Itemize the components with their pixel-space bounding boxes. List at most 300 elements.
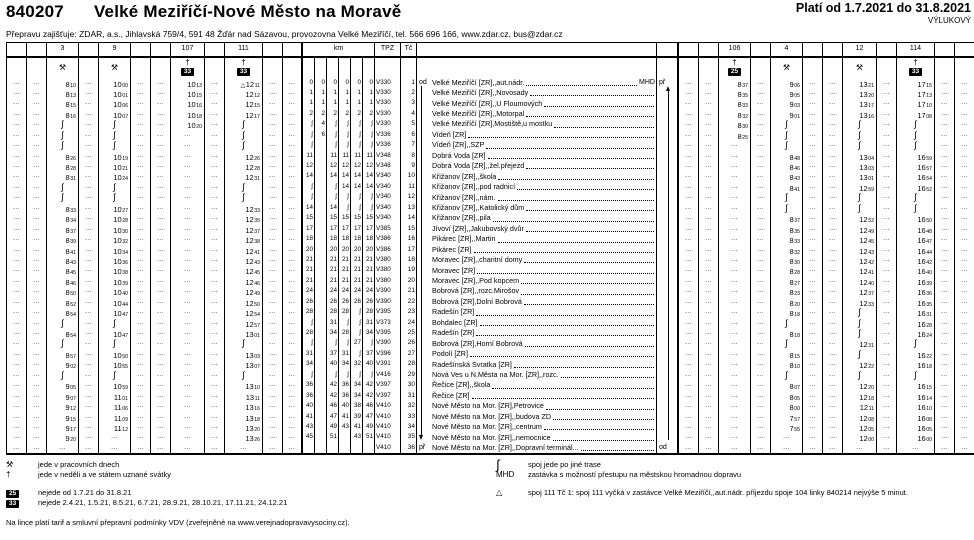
time-cell: 912 bbox=[47, 401, 79, 411]
time-cell: ... bbox=[935, 88, 955, 98]
km-cell: ∫ bbox=[351, 307, 363, 317]
time-cell: ... bbox=[263, 98, 283, 108]
time-cell: ∫ bbox=[225, 370, 263, 380]
time-cell: 1310 bbox=[225, 380, 263, 390]
time-cell: ... bbox=[263, 318, 283, 328]
col-header bbox=[283, 43, 303, 56]
time-cell: ... bbox=[151, 359, 171, 369]
time-cell: ... bbox=[263, 213, 283, 223]
station-cell bbox=[417, 307, 657, 317]
time-cell: 902 bbox=[47, 359, 79, 369]
time-cell: ... bbox=[27, 245, 47, 255]
dotted-leader bbox=[544, 106, 654, 107]
time-cell: ... bbox=[803, 224, 823, 234]
time-cell: 1318 bbox=[225, 412, 263, 422]
time-cell: ... bbox=[751, 422, 771, 432]
col-header bbox=[679, 43, 699, 56]
time-cell: 1231 bbox=[843, 338, 877, 348]
time-cell: ... bbox=[263, 151, 283, 161]
time-cell: ... bbox=[751, 234, 771, 244]
station-cell bbox=[417, 130, 657, 140]
time-cell: ... bbox=[27, 432, 47, 442]
time-cell: ∫ bbox=[47, 140, 79, 150]
time-cell: ... bbox=[679, 412, 699, 422]
time-cell: ... bbox=[79, 255, 99, 265]
col-symbols bbox=[935, 58, 955, 78]
time-cell: ∫ bbox=[771, 140, 803, 150]
km-cell: 21 bbox=[303, 255, 315, 265]
time-cell: ... bbox=[131, 380, 151, 390]
station-cell bbox=[417, 359, 657, 369]
time-cell: ... bbox=[171, 359, 205, 369]
time-cell: ... bbox=[171, 140, 205, 150]
station-name: Vídeň [ZR] bbox=[432, 129, 467, 139]
time-cell: ... bbox=[205, 443, 225, 453]
time-cell: ... bbox=[27, 328, 47, 338]
time-cell: 828 bbox=[771, 265, 803, 275]
time-cell: ... bbox=[679, 192, 699, 202]
time-cell: ∫ bbox=[225, 192, 263, 202]
km-cell: 42 bbox=[363, 380, 375, 390]
time-cell: ... bbox=[205, 286, 225, 296]
time-cell: ... bbox=[263, 234, 283, 244]
time-cell: 1257 bbox=[225, 318, 263, 328]
holidays-icon: † bbox=[913, 57, 918, 67]
km-cell: 34 bbox=[327, 328, 339, 338]
col-symbols bbox=[7, 58, 27, 78]
km-cell: ∫ bbox=[351, 328, 363, 338]
km-cell: ∫ bbox=[363, 130, 375, 140]
time-cell: ... bbox=[79, 328, 99, 338]
station-cell bbox=[417, 119, 657, 129]
km-cell: 11 bbox=[303, 151, 315, 161]
tc-cell: 9 bbox=[401, 161, 417, 171]
time-cell: ... bbox=[699, 140, 719, 150]
tc-cell: 1 bbox=[401, 78, 417, 88]
time-cell: ... bbox=[955, 380, 974, 390]
time-cell: ... bbox=[935, 109, 955, 119]
km-cell: ∫ bbox=[363, 140, 375, 150]
time-cell: ∫ bbox=[47, 370, 79, 380]
dotted-leader bbox=[526, 231, 654, 232]
tpz-symbols bbox=[375, 58, 401, 78]
time-cell: ... bbox=[751, 359, 771, 369]
time-cell: 833 bbox=[719, 98, 751, 108]
dotted-leader bbox=[514, 367, 654, 368]
km-cell: ∫ bbox=[351, 370, 363, 380]
time-cell: 1038 bbox=[99, 265, 131, 275]
time-cell: 1021 bbox=[99, 161, 131, 171]
km-cell bbox=[315, 297, 327, 307]
time-cell: 826 bbox=[47, 151, 79, 161]
time-cell: ... bbox=[263, 255, 283, 265]
time-cell: 835 bbox=[719, 88, 751, 98]
time-cell: ... bbox=[679, 171, 699, 181]
time-cell: ... bbox=[79, 432, 99, 442]
km-cell: 1 bbox=[327, 98, 339, 108]
time-cell: 1301 bbox=[843, 171, 877, 181]
km-cell: 21 bbox=[339, 255, 351, 265]
time-cell: ... bbox=[151, 318, 171, 328]
km-cell: 24 bbox=[303, 286, 315, 296]
time-cell: ... bbox=[205, 161, 225, 171]
badge-25: 25 bbox=[6, 490, 19, 498]
workdays-icon: ⚒ bbox=[6, 460, 14, 470]
time-cell: ... bbox=[79, 265, 99, 275]
time-cell: ... bbox=[877, 401, 897, 411]
km-cell: 21 bbox=[363, 276, 375, 286]
mhd-label: MHD bbox=[496, 470, 515, 480]
km-cell: ∫ bbox=[363, 338, 375, 348]
km-cell: 26 bbox=[339, 297, 351, 307]
workdays-icon: ⚒ bbox=[110, 62, 119, 72]
time-cell: ... bbox=[679, 380, 699, 390]
time-cell: ... bbox=[751, 130, 771, 140]
time-cell: ... bbox=[699, 192, 719, 202]
table-row bbox=[7, 391, 974, 401]
time-cell: 1039 bbox=[99, 276, 131, 286]
time-cell: ... bbox=[877, 245, 897, 255]
station-cell bbox=[417, 203, 657, 213]
time-cell: ... bbox=[27, 255, 47, 265]
time-cell: ... bbox=[751, 265, 771, 275]
time-cell: ∫ bbox=[897, 140, 935, 150]
time-cell: ... bbox=[823, 182, 843, 192]
tc-cell: 21 bbox=[401, 286, 417, 296]
station-cell bbox=[417, 98, 657, 108]
time-cell: ... bbox=[935, 130, 955, 140]
time-cell: 810 bbox=[771, 359, 803, 369]
arrow-symbols bbox=[657, 58, 679, 78]
time-cell: 1639 bbox=[897, 276, 935, 286]
time-cell: ... bbox=[823, 140, 843, 150]
km-cell: 14 bbox=[339, 171, 351, 181]
time-cell: ... bbox=[955, 182, 974, 192]
km-cell: 1 bbox=[315, 98, 327, 108]
km-cell: ∫ bbox=[339, 130, 351, 140]
time-cell: 815 bbox=[47, 98, 79, 108]
time-cell: ... bbox=[263, 422, 283, 432]
title-bar bbox=[6, 2, 971, 26]
time-cell: ... bbox=[131, 338, 151, 348]
time-cell: 1631 bbox=[897, 307, 935, 317]
station-cell bbox=[417, 245, 657, 255]
time-cell: ... bbox=[205, 98, 225, 108]
time-cell: ... bbox=[263, 338, 283, 348]
time-cell: ... bbox=[679, 130, 699, 140]
time-cell: ... bbox=[699, 234, 719, 244]
dotted-leader bbox=[553, 419, 654, 420]
km-cell: 11 bbox=[339, 151, 351, 161]
km-cell: 24 bbox=[327, 286, 339, 296]
time-cell: 920 bbox=[47, 432, 79, 442]
time-cell: ∫ bbox=[843, 130, 877, 140]
table-row bbox=[7, 192, 974, 202]
km-cell bbox=[315, 255, 327, 265]
time-cell: 1217 bbox=[225, 109, 263, 119]
time-cell: 813 bbox=[47, 88, 79, 98]
km-cell bbox=[315, 338, 327, 348]
time-cell: ... bbox=[823, 265, 843, 275]
station-cell bbox=[417, 328, 657, 338]
tpz-cell: V390 bbox=[375, 297, 401, 307]
time-cell: ... bbox=[171, 328, 205, 338]
time-cell: 1109 bbox=[99, 412, 131, 422]
tc-cell: 16 bbox=[401, 234, 417, 244]
time-cell: ... bbox=[823, 161, 843, 171]
legend bbox=[6, 457, 971, 528]
tpz-cell: V385 bbox=[375, 224, 401, 234]
station-name: Křižanov [ZR],,pod radnicí bbox=[432, 182, 516, 192]
time-cell: 1648 bbox=[897, 224, 935, 234]
time-cell: ... bbox=[151, 213, 171, 223]
time-cell: ... bbox=[935, 318, 955, 328]
station-cell bbox=[417, 412, 657, 422]
time-cell: ∫ bbox=[843, 318, 877, 328]
km-cell: 40 bbox=[303, 401, 315, 411]
time-cell: 1237 bbox=[843, 286, 877, 296]
time-cell: ... bbox=[877, 224, 897, 234]
col-symbols bbox=[823, 58, 843, 78]
time-cell: ... bbox=[935, 255, 955, 265]
legend-text: nejede od 1.7.21 do 31.8.21 bbox=[38, 488, 132, 498]
time-cell: 1654 bbox=[897, 171, 935, 181]
tpz-cell: V340 bbox=[375, 203, 401, 213]
station-cell bbox=[417, 422, 657, 432]
station-cell bbox=[417, 171, 657, 181]
time-cell: ... bbox=[283, 349, 303, 359]
time-cell: 800 bbox=[771, 401, 803, 411]
time-cell: ... bbox=[679, 245, 699, 255]
time-cell: ... bbox=[823, 192, 843, 202]
time-cell: ... bbox=[263, 432, 283, 442]
time-cell: ... bbox=[719, 203, 751, 213]
time-cell: ... bbox=[803, 78, 823, 88]
dotted-leader bbox=[486, 148, 654, 149]
time-cell: ... bbox=[171, 380, 205, 390]
time-cell: ... bbox=[955, 338, 974, 348]
km-cell bbox=[315, 432, 327, 442]
km-cell: 0 bbox=[303, 78, 315, 88]
time-cell: ... bbox=[79, 88, 99, 98]
time-cell: ... bbox=[935, 78, 955, 88]
km-cell bbox=[315, 224, 327, 234]
time-cell: ... bbox=[7, 349, 27, 359]
km-cell: 15 bbox=[303, 213, 315, 223]
table-row bbox=[7, 297, 974, 307]
km-cell: 34 bbox=[351, 380, 363, 390]
dotted-leader bbox=[492, 388, 654, 389]
dotted-leader bbox=[472, 398, 654, 399]
km-cell: 14 bbox=[327, 171, 339, 181]
legend-item-triangle bbox=[496, 488, 971, 498]
time-cell: ... bbox=[699, 151, 719, 161]
km-cell: 40 bbox=[339, 401, 351, 411]
time-cell: ... bbox=[151, 432, 171, 442]
time-cell: ... bbox=[751, 78, 771, 88]
time-cell: 1316 bbox=[843, 109, 877, 119]
km-cell: 18 bbox=[351, 234, 363, 244]
time-cell: ... bbox=[7, 171, 27, 181]
time-cell: ... bbox=[803, 203, 823, 213]
time-cell: ... bbox=[935, 297, 955, 307]
km-cell: 21 bbox=[339, 265, 351, 275]
time-cell: ... bbox=[7, 297, 27, 307]
time-cell: 1615 bbox=[897, 380, 935, 390]
time-cell: ... bbox=[699, 78, 719, 88]
col-header: 106 bbox=[719, 43, 751, 56]
time-cell: 1326 bbox=[225, 432, 263, 442]
time-cell: ... bbox=[679, 88, 699, 98]
tc-cell: 22 bbox=[401, 297, 417, 307]
time-cell: ... bbox=[7, 234, 27, 244]
legend-text: zastávka s možností přestupu na městskou hromadnou dopravu bbox=[528, 470, 742, 480]
time-cell: 1218 bbox=[843, 391, 877, 401]
tc-cell: 14 bbox=[401, 213, 417, 223]
time-cell: ... bbox=[205, 255, 225, 265]
time-cell: ... bbox=[719, 307, 751, 317]
time-cell: ... bbox=[171, 276, 205, 286]
km-cell: 1 bbox=[303, 88, 315, 98]
col-symbols bbox=[151, 58, 171, 78]
time-cell: ... bbox=[803, 297, 823, 307]
time-cell: 818 bbox=[771, 328, 803, 338]
time-cell: ... bbox=[131, 422, 151, 432]
time-cell: ... bbox=[699, 130, 719, 140]
time-cell: ... bbox=[877, 109, 897, 119]
time-cell: ... bbox=[205, 130, 225, 140]
col-header bbox=[699, 43, 719, 56]
time-cell: ... bbox=[79, 338, 99, 348]
tpz-cell: V390 bbox=[375, 338, 401, 348]
time-cell: ... bbox=[699, 161, 719, 171]
time-cell: ... bbox=[803, 432, 823, 442]
tc-cell: 31 bbox=[401, 391, 417, 401]
time-cell: ∫ bbox=[47, 182, 79, 192]
time-cell: ... bbox=[719, 245, 751, 255]
col-header bbox=[823, 43, 843, 56]
time-cell: ... bbox=[27, 78, 47, 88]
time-cell: ... bbox=[7, 88, 27, 98]
km-cell: 1 bbox=[327, 88, 339, 98]
time-cell: ... bbox=[803, 234, 823, 244]
station-name: Nové Město na Mor. [ZR],,nemocnice bbox=[432, 432, 551, 442]
table-row bbox=[7, 359, 974, 369]
time-cell: 1259 bbox=[843, 182, 877, 192]
time-cell: ∫ bbox=[897, 119, 935, 129]
time-cell: ... bbox=[263, 359, 283, 369]
time-cell: ... bbox=[171, 338, 205, 348]
restriction-badge: 33 bbox=[181, 68, 194, 76]
time-cell: ... bbox=[131, 265, 151, 275]
km-cell bbox=[315, 307, 327, 317]
table-row bbox=[7, 443, 974, 453]
time-cell: ... bbox=[803, 286, 823, 296]
km-cell: 36 bbox=[339, 380, 351, 390]
time-cell: ∫ bbox=[843, 140, 877, 150]
time-cell: ... bbox=[877, 234, 897, 244]
time-cell: ... bbox=[205, 432, 225, 442]
time-cell: ... bbox=[263, 297, 283, 307]
time-cell: ... bbox=[955, 422, 974, 432]
time-cell: 1600 bbox=[897, 432, 935, 442]
time-cell: ... bbox=[205, 412, 225, 422]
time-cell: ... bbox=[27, 265, 47, 275]
time-cell: ... bbox=[99, 432, 131, 442]
tc-cell: 12 bbox=[401, 192, 417, 202]
time-cell: ... bbox=[877, 422, 897, 432]
time-cell: ... bbox=[27, 119, 47, 129]
km-cell: ∫ bbox=[327, 119, 339, 129]
km-cell bbox=[315, 359, 327, 369]
km-cell: ∫ bbox=[351, 349, 363, 359]
time-cell: ... bbox=[823, 286, 843, 296]
time-cell: ... bbox=[823, 401, 843, 411]
time-cell: ∫ bbox=[843, 370, 877, 380]
station-name: Křižanov [ZR],,nám. bbox=[432, 192, 496, 202]
tc-cell: 15 bbox=[401, 224, 417, 234]
time-cell: 1307 bbox=[225, 359, 263, 369]
time-cell: ... bbox=[7, 192, 27, 202]
dotted-leader bbox=[561, 377, 654, 378]
time-cell: ... bbox=[955, 130, 974, 140]
time-cell: ... bbox=[7, 213, 27, 223]
time-cell: ... bbox=[79, 151, 99, 161]
time-cell: ... bbox=[823, 88, 843, 98]
station-header bbox=[417, 43, 657, 56]
time-cell: ... bbox=[935, 349, 955, 359]
time-cell: ∫ bbox=[225, 140, 263, 150]
time-cell: ... bbox=[719, 328, 751, 338]
time-cell: 1007 bbox=[99, 109, 131, 119]
km-cell: 1 bbox=[351, 98, 363, 108]
time-cell: ... bbox=[679, 255, 699, 265]
time-cell: 841 bbox=[47, 245, 79, 255]
badge-33: 33 bbox=[6, 500, 19, 508]
time-cell: ... bbox=[803, 338, 823, 348]
dotted-leader bbox=[530, 95, 654, 96]
km-cell: 21 bbox=[303, 276, 315, 286]
time-cell: ... bbox=[27, 192, 47, 202]
time-cell: ∫ bbox=[47, 338, 79, 348]
time-cell: ... bbox=[7, 98, 27, 108]
time-cell: ... bbox=[803, 171, 823, 181]
station-name: Bobrová [ZR],Horní Bobrová bbox=[432, 338, 523, 348]
time-cell: 1019 bbox=[99, 151, 131, 161]
time-cell: ... bbox=[283, 432, 303, 442]
time-cell: ... bbox=[79, 78, 99, 88]
km-cell: 18 bbox=[303, 234, 315, 244]
time-cell: ... bbox=[955, 349, 974, 359]
col-symbols bbox=[47, 58, 79, 78]
time-cell: ... bbox=[205, 349, 225, 359]
time-cell: ... bbox=[205, 265, 225, 275]
time-cell: 1624 bbox=[897, 328, 935, 338]
time-cell: ... bbox=[877, 130, 897, 140]
km-cell: 24 bbox=[351, 286, 363, 296]
time-cell: ... bbox=[699, 297, 719, 307]
dotted-leader bbox=[498, 200, 654, 201]
time-cell: ... bbox=[79, 213, 99, 223]
time-cell: 828 bbox=[47, 161, 79, 171]
time-cell: ... bbox=[751, 88, 771, 98]
table-row bbox=[7, 78, 974, 88]
km-cell: 34 bbox=[351, 391, 363, 401]
station-cell bbox=[417, 391, 657, 401]
km-cell: ∫ bbox=[363, 192, 375, 202]
time-cell: ... bbox=[171, 182, 205, 192]
station-name: Radešín [ZR] bbox=[432, 328, 475, 338]
